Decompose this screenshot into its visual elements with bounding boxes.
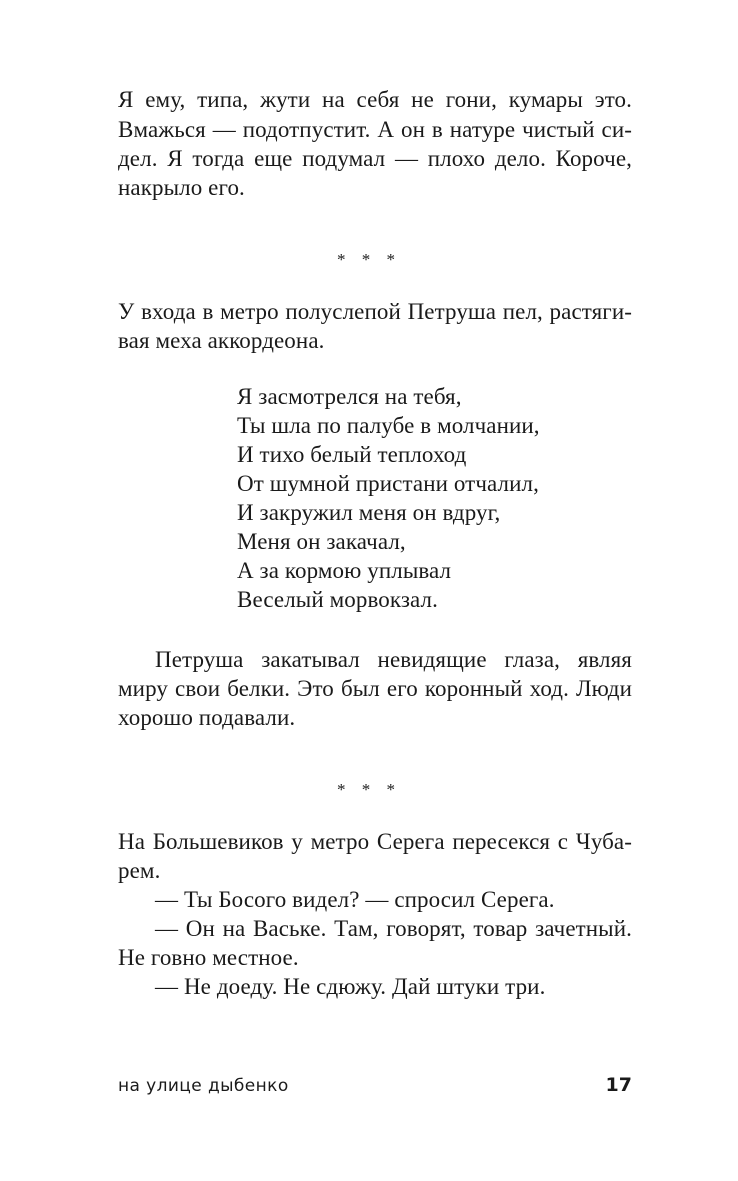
section-separator: * * * <box>337 780 401 799</box>
text-line: Я ему, типа, жути на себя не гони, кумары это. <box>118 87 632 112</box>
dialogue-line: — Ты Босого видел? — спросил Серега. <box>155 887 555 912</box>
poem-line: Меня он закачал, <box>237 529 406 554</box>
page-number: 17 <box>605 1074 632 1096</box>
poem-line: Веселый морвокзал. <box>237 587 438 612</box>
text-line: миру свои белки. Это был его коронный ход. Люди <box>118 676 632 701</box>
poem-line: Я засмотрелся на тебя, <box>237 384 462 409</box>
text-line: хорошо подавали. <box>118 705 296 730</box>
text-line: У входа в метро полуслепой Петруша пел, растяги- <box>118 299 632 324</box>
poem-line: Ты шла по палубе в молчании, <box>237 413 540 438</box>
text-line: На Большевиков у метро Серега пересекся с Чуба- <box>118 829 632 854</box>
poem-line: И закружил меня он вдруг, <box>237 500 501 525</box>
text-line: Вмажься — подотпустит. А он в натуре чистый си- <box>118 117 632 142</box>
section-separator: * * * <box>337 250 401 269</box>
text-line: Не говно местное. <box>118 945 299 970</box>
poem-line: И тихо белый теплоход <box>237 442 467 467</box>
text-line: рем. <box>118 858 161 883</box>
text-line: дел. Я тогда еще подумал — плохо дело. Короче, <box>118 146 632 171</box>
text-line: вая меха аккордеона. <box>118 328 325 353</box>
poem-line: От шумной пристани отчалил, <box>237 471 539 496</box>
poem-line: А за кормою уплывал <box>237 558 452 583</box>
dialogue-line: — Не доеду. Не сдюжу. Дай штуки три. <box>155 974 546 999</box>
text-line: Петруша закатывал невидящие глаза, являя <box>155 647 632 672</box>
text-line: накрыло его. <box>118 175 245 200</box>
dialogue-line: — Он на Ваське. Там, говорят, товар зачетный. <box>155 916 632 941</box>
running-title: на улице дыбенко <box>118 1076 289 1096</box>
